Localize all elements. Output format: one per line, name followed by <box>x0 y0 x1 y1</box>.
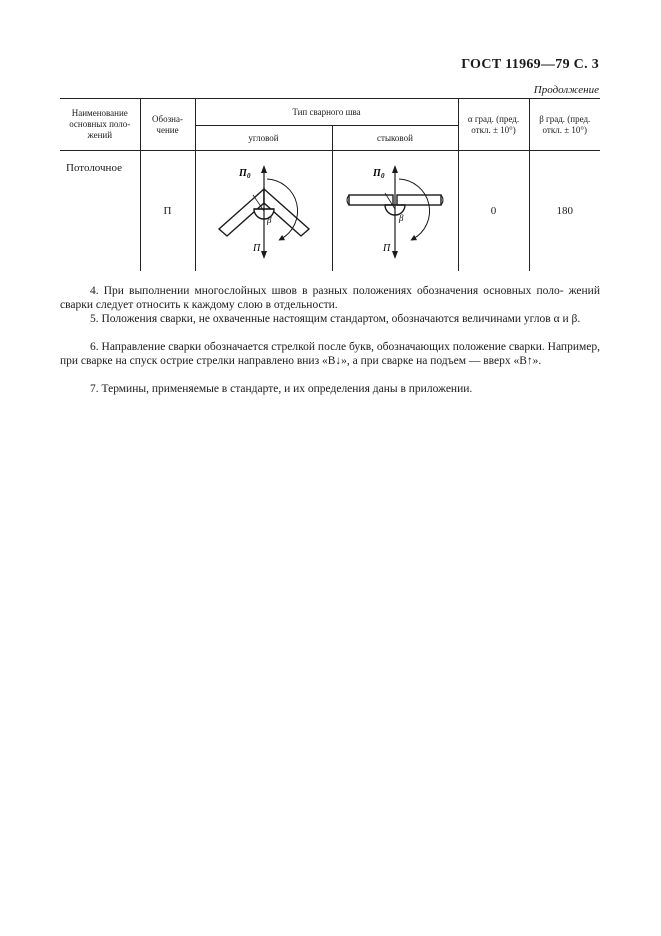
header-beta: β град. (пред. откл. ± 10°) <box>529 99 600 151</box>
top-sub-label: 0 <box>381 172 385 180</box>
fillet-figure-cell <box>195 151 332 272</box>
welding-position-table <box>60 98 600 271</box>
top-label: П <box>238 168 247 179</box>
paragraph-5-text: 5. Положения сварки, не охваченные настоящим стандартом, обозначаются величинами углов α и β. <box>90 313 581 325</box>
butt-figure-cell <box>332 151 458 272</box>
header-alpha: α град. (пред. откл. ± 10°) <box>458 99 529 151</box>
top-label: П <box>373 168 381 179</box>
continuation-label: Продолжение <box>533 84 599 96</box>
paragraph-5 <box>60 312 600 326</box>
header-seam-type: Тип сварного шва <box>195 99 458 126</box>
header-fillet: угловой <box>195 126 332 151</box>
paragraph-4 <box>60 284 600 312</box>
row-designation: П <box>140 151 195 272</box>
butt-weld-diagram <box>343 159 447 263</box>
angle-label: β <box>399 213 404 223</box>
page-header: ГОСТ 11969—79 С. 3 <box>461 57 599 72</box>
bottom-label: П <box>383 243 391 254</box>
table-row <box>60 151 600 272</box>
row-name: Потолочное <box>60 151 140 272</box>
header-butt: стыковой <box>332 126 458 151</box>
left-plate <box>349 195 393 205</box>
paragraph-7 <box>60 382 600 396</box>
angle-label: β <box>266 215 271 225</box>
right-plate <box>397 195 441 205</box>
bottom-label: П <box>252 243 260 254</box>
paragraph-6-text: 6. Направление сварки обозначается стрелкой после букв, обозначающих положение сварки. Например, при сварке на спуск острие стрелки направлено вниз «В↓», а при сварке на подъем — вверх «В↑». <box>60 341 600 367</box>
paragraph-6 <box>60 340 600 368</box>
top-sub-label: 0 <box>246 172 250 180</box>
fillet-weld-diagram <box>209 159 319 263</box>
row-beta: 180 <box>529 151 600 272</box>
paragraph-7-text: 7. Термины, применяемые в стандарте, и их определения даны в приложении. <box>90 383 473 395</box>
row-alpha: 0 <box>458 151 529 272</box>
header-name: Наименование основных поло- жений <box>60 99 140 151</box>
paragraph-4-text: 4. При выполнении многослойных швов в разных положениях обозначения основных поло- жений сварки следует относить к каждому слою в отдельности. <box>60 285 600 311</box>
header-designation: Обозна- чение <box>140 99 195 151</box>
